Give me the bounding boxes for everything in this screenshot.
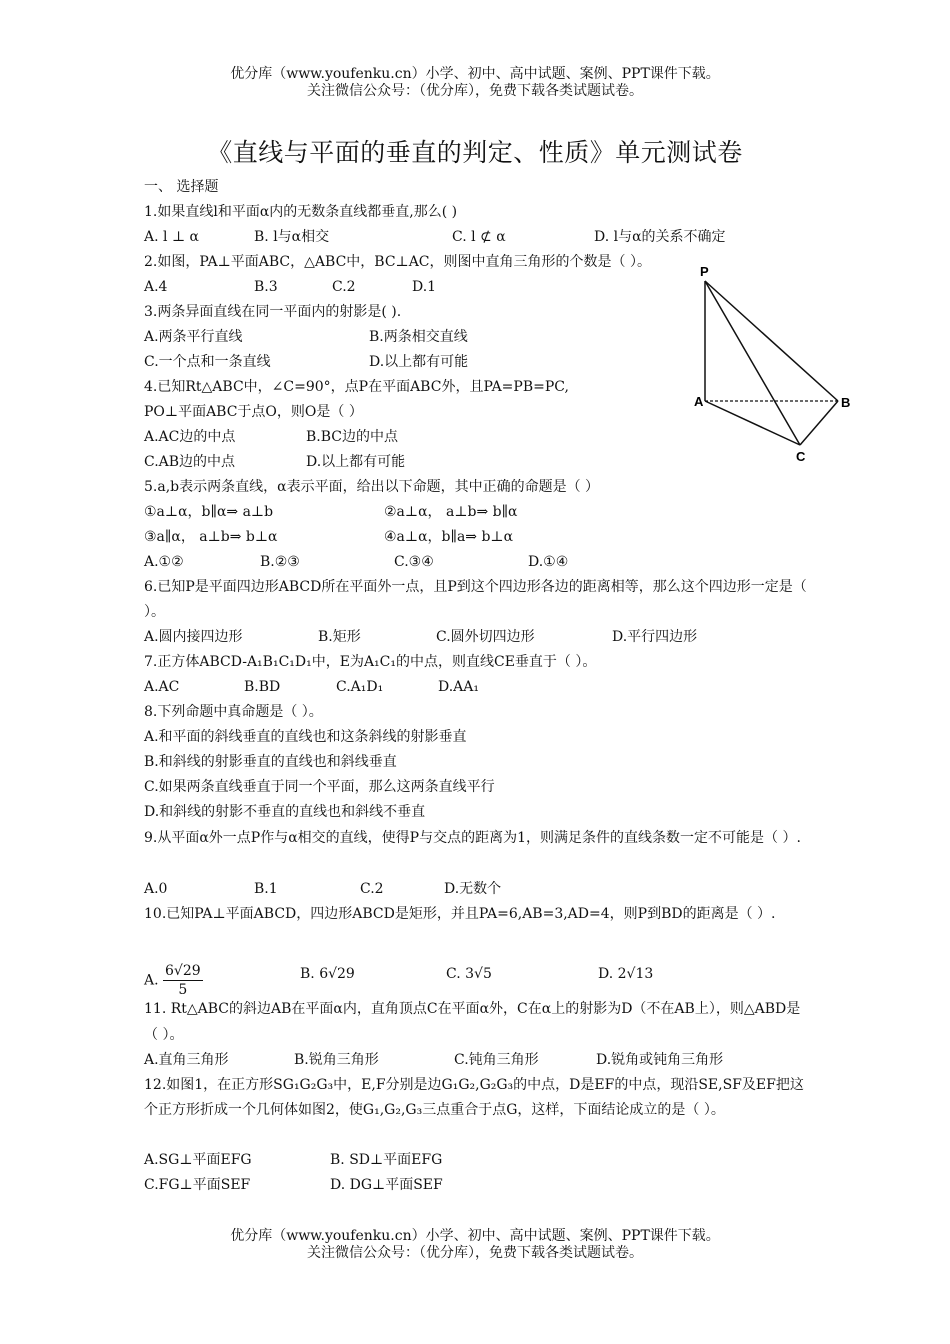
q7-option-d: D.AA₁ <box>438 679 480 695</box>
q10-option-c: C. 3√5 <box>446 966 492 982</box>
q11-stem: 11. Rt△ABC的斜边AB在平面α内，直角顶点C在平面α外，C在α上的射影为D（不在AB上），则△ABD是（ ）。 <box>144 1001 801 1043</box>
edge-pc <box>705 281 800 445</box>
q3-option-d: D.以上都有可能 <box>369 354 469 370</box>
q1-options <box>144 225 814 250</box>
q3-option-a: A.两条平行直线 <box>144 329 243 345</box>
pyramid-figure <box>690 265 860 465</box>
section-heading: 一、 选择题 <box>144 179 219 195</box>
q11-options <box>144 1048 814 1073</box>
q2-stem: 2.如图，PA⊥平面ABC，△ABC中，BC⊥AC，则图中直角三角形的个数是（ ）。 <box>144 254 651 270</box>
q3-option-b: B.两条相交直线 <box>369 329 468 345</box>
q7-option-a: A.AC <box>144 679 180 695</box>
page-header <box>0 66 950 100</box>
q10-option-b: B. 6√29 <box>300 966 355 982</box>
q8-option-d: D.和斜线的射影不垂直的直线也和斜线不垂直 <box>144 804 426 820</box>
q7-option-c: C.A₁D₁ <box>336 679 384 695</box>
q11-option-d: D.锐角或钝角三角形 <box>596 1052 724 1068</box>
label-c: C <box>796 449 806 464</box>
q11-option-a: A.直角三角形 <box>144 1052 229 1068</box>
q9-option-a: A.0 <box>144 881 168 897</box>
q10-option-d: D. 2√13 <box>598 966 654 982</box>
q9-stem: 9.从平面α外一点P作与α相交的直线，使得P与交点的距离为1，则满足条件的直线条数一定不可能是（ ）. <box>144 830 801 846</box>
q6-options <box>144 625 814 650</box>
footer-line-1: 优分库（www.youfenku.cn）小学、初中、高中试题、案例、PPT课件下载。 <box>230 1228 720 1244</box>
q6-stem: 6.已知P是平面四边形ABCD所在平面外一点，且P到这个四边形各边的距离相等，那么这个四边形一定是（ ）。 <box>144 579 807 620</box>
q10-option-a-denominator: 5 <box>178 982 188 998</box>
q2-option-b: B.3 <box>254 279 278 295</box>
label-p: P <box>700 265 709 279</box>
q5-prop-2: ②a⊥α， a⊥b⇒ b∥α <box>384 504 518 520</box>
q2-option-a: A.4 <box>144 279 168 295</box>
q10-stem: 10.已知PA⊥平面ABCD，四边形ABCD是矩形，并且PA=6,AB=3,AD=4，则P到BD的距离是（ ）. <box>144 906 776 922</box>
label-b: B <box>841 395 851 410</box>
q6-option-c: C.圆外切四边形 <box>436 629 535 645</box>
q5-props-row2 <box>144 525 814 550</box>
q2-option-d: D.1 <box>412 279 437 295</box>
page-footer <box>0 1228 950 1262</box>
q8-option-b: B.和斜线的射影垂直的直线也和斜线垂直 <box>144 754 397 770</box>
q6-option-b: B.矩形 <box>318 629 361 645</box>
q12-option-a: A.SG⊥平面EFG <box>144 1152 252 1168</box>
q12-options-row2 <box>144 1173 814 1198</box>
q8-option-a: A.和平面的斜线垂直的直线也和这条斜线的射影垂直 <box>144 729 467 745</box>
footer-line-2: 关注微信公众号：（优分库），免费下载各类试题试卷。 <box>307 1245 643 1261</box>
q10-options <box>144 952 814 996</box>
q5-prop-4: ④a⊥α，b∥a⇒ b⊥α <box>384 529 514 545</box>
q1-stem: 1.如果直线l和平面α内的无数条直线都垂直,那么( ) <box>144 204 458 220</box>
q4-option-a: A.AC边的中点 <box>144 429 236 445</box>
edge-ac <box>705 401 800 445</box>
q5-prop-3: ③a∥α， a⊥b⇒ b⊥α <box>144 529 278 545</box>
q5-option-b: B.②③ <box>260 554 300 570</box>
q9-option-c: C.2 <box>360 881 384 897</box>
q12-option-c: C.FG⊥平面SEF <box>144 1177 251 1193</box>
q8-option-c: C.如果两条直线垂直于同一个平面，那么这两条直线平行 <box>144 779 495 795</box>
q9-options <box>144 877 814 902</box>
q1-option-a: A. l ⊥ α <box>144 229 200 245</box>
q4-option-d: D.以上都有可能 <box>306 454 406 470</box>
q1-option-d: D. l与α的关系不确定 <box>594 229 726 245</box>
header-line-2: 关注微信公众号：（优分库），免费下载各类试题试卷。 <box>307 83 643 99</box>
q7-option-b: B.BD <box>244 679 281 695</box>
q12-option-b: B. SD⊥平面EFG <box>330 1152 443 1168</box>
q5-option-a: A.①② <box>144 554 184 570</box>
q7-options <box>144 675 814 700</box>
q4-stem-line2: PO⊥平面ABC于点O，则O是（ ） <box>144 404 363 420</box>
label-a: A <box>694 394 704 409</box>
q6-option-a: A.圆内接四边形 <box>144 629 243 645</box>
q12-options-row1 <box>144 1148 814 1173</box>
q9-option-d: D.无数个 <box>444 881 502 897</box>
q11-option-c: C.钝角三角形 <box>454 1052 539 1068</box>
q10-option-a-fraction <box>163 962 203 999</box>
q9-option-b: B.1 <box>254 881 278 897</box>
q12-stem: 12.如图1，在正方形SG₁G₂G₃中，E,F分别是边G₁G₂,G₂G₃的中点，D是EF的中点，现沿SE,SF及EF把这个正方形折成一个几何体如图2，使G₁,G₂,G₃三点重合于点G，这样，下面结论成立的是（ ）。 <box>144 1077 804 1118</box>
q11-option-b: B.锐角三角形 <box>294 1052 379 1068</box>
q6-option-d: D.平行四边形 <box>612 629 698 645</box>
q3-stem: 3.两条异面直线在同一平面内的射影是( ). <box>144 304 402 320</box>
edge-pb <box>705 281 838 401</box>
q10-option-a-numerator: 6√29 <box>165 963 201 979</box>
q5-props-row1 <box>144 500 814 525</box>
q5-option-c: C.③④ <box>394 554 434 570</box>
q8-stem: 8.下列命题中真命题是（ ）。 <box>144 704 323 720</box>
q10-option-a-label: A. <box>144 972 159 989</box>
q1-option-b: B. l与α相交 <box>254 229 330 245</box>
q3-option-c: C.一个点和一条直线 <box>144 354 271 370</box>
q10-option-a <box>144 962 203 999</box>
edge-bc <box>800 401 838 445</box>
page-title: 《直线与平面的垂直的判定、性质》单元测试卷 <box>207 138 743 167</box>
q5-prop-1: ①a⊥α，b∥α⇒ a⊥b <box>144 504 274 520</box>
q1-option-c: C. l ⊄ α <box>452 229 506 245</box>
q2-option-c: C.2 <box>332 279 356 295</box>
q5-stem: 5.a,b表示两条直线，α表示平面，给出以下命题，其中正确的命题是（ ） <box>144 479 600 495</box>
q5-option-d: D.①④ <box>528 554 569 570</box>
q12-option-d: D. DG⊥平面SEF <box>330 1177 443 1193</box>
q7-stem: 7.正方体ABCD-A₁B₁C₁D₁中，E为A₁C₁的中点，则直线CE垂直于（ ）。 <box>144 654 597 670</box>
q4-option-b: B.BC边的中点 <box>306 429 398 445</box>
header-line-1: 优分库（www.youfenku.cn）小学、初中、高中试题、案例、PPT课件下载。 <box>230 66 720 82</box>
q4-stem-line1: 4.已知Rt△ABC中，∠C=90°，点P在平面ABC外，且PA=PB=PC, <box>144 379 569 395</box>
q4-option-c: C.AB边的中点 <box>144 454 236 470</box>
q5-options <box>144 550 814 575</box>
